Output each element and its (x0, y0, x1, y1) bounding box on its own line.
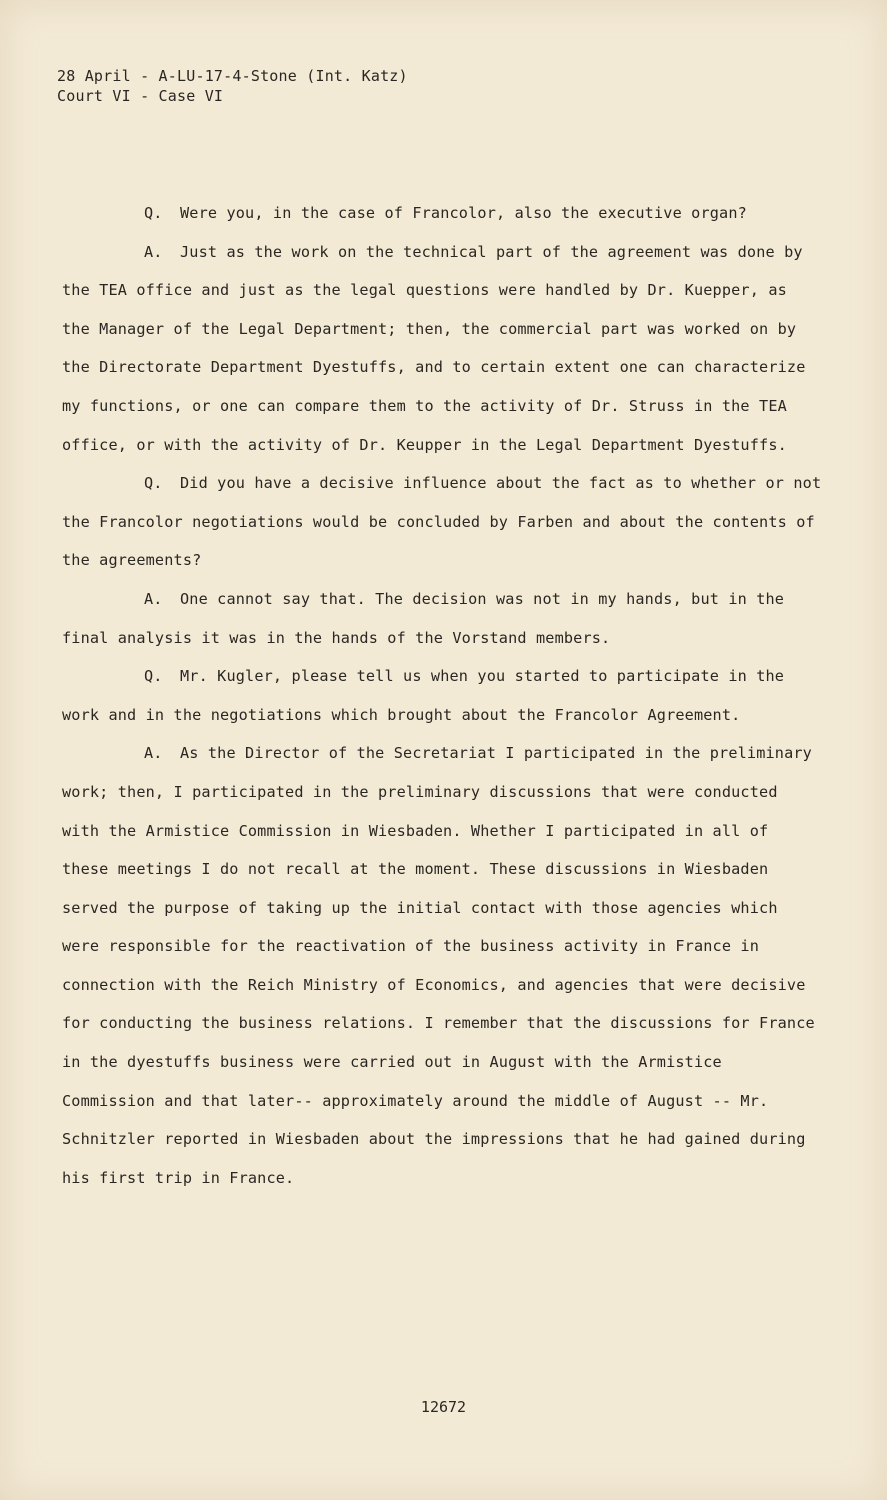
transcript-paragraph (62, 580, 822, 657)
transcript-paragraph (62, 464, 822, 580)
paragraph-text: As the Director of the Secretariat I participated in the preliminary work; then, I participated in the preliminary discussions that were conducted with the Armistice Commission in Wiesbaden. Whether I participated in all of these meetings I do not recall at the moment. These discussions in Wiesbaden served the purpose of taking up the initial contact with those agencies which were responsible for the reactivation of the business activity in France in connection with the Reich Ministry of Economics, and agencies that were decisive for conducting the business relations. I remember that the discussions for France in the dyestuffs business were carried out in August with the Armistice Commission and that later-- approximately around the middle of August -- Mr. Schnitzler reported in Wiesbaden about the impressions that he had gained during his first trip in France. (62, 744, 815, 1187)
header-line-date-reference: 28 April - A-LU-17-4-Stone (Int. Katz) (57, 67, 408, 85)
document-header (57, 66, 408, 106)
speaker-label: A. (144, 744, 163, 763)
paragraph-text: One cannot say that. The decision was not in my hands, but in the final analysis it was in the hands of the Vorstand members. (62, 589, 785, 647)
speaker-label: A. (144, 242, 163, 261)
header-line-court-case: Court VI - Case VI (57, 87, 224, 105)
transcript-paragraph (62, 233, 822, 465)
transcript-paragraph (62, 657, 822, 734)
paragraph-text: Did you have a decisive influence about the fact as to whether or not the Francolor negotiations would be concluded by Farben and about the contents of the agreements? (62, 474, 822, 570)
speaker-label: Q. (144, 667, 163, 686)
speaker-label: Q. (144, 474, 163, 493)
speaker-label: A. (144, 589, 163, 608)
transcript-paragraph (62, 194, 822, 233)
paragraph-text: Just as the work on the technical part of the agreement was done by the TEA office and just as the legal questions were handled by Dr. Kuepper, as the Manager of the Legal Department; then, the commercial part was worked on by the Directorate Department Dyestuffs, and to certain extent one can characterize my functions, or one can compare them to the activity of Dr. Struss in the TEA office, or with the activity of Dr. Keupper in the Legal Department Dyestuffs. (62, 242, 806, 454)
paragraph-text: Mr. Kugler, please tell us when you started to participate in the work and in the negotiations which brought about the Francolor Agreement. (62, 667, 785, 724)
page-number: 12672 (420, 1398, 467, 1416)
transcript-paragraph (62, 734, 822, 1197)
transcript-body (62, 194, 822, 1197)
speaker-label: Q. (144, 204, 163, 222)
paragraph-text: Were you, in the case of Francolor, also the executive organ? (180, 204, 747, 222)
